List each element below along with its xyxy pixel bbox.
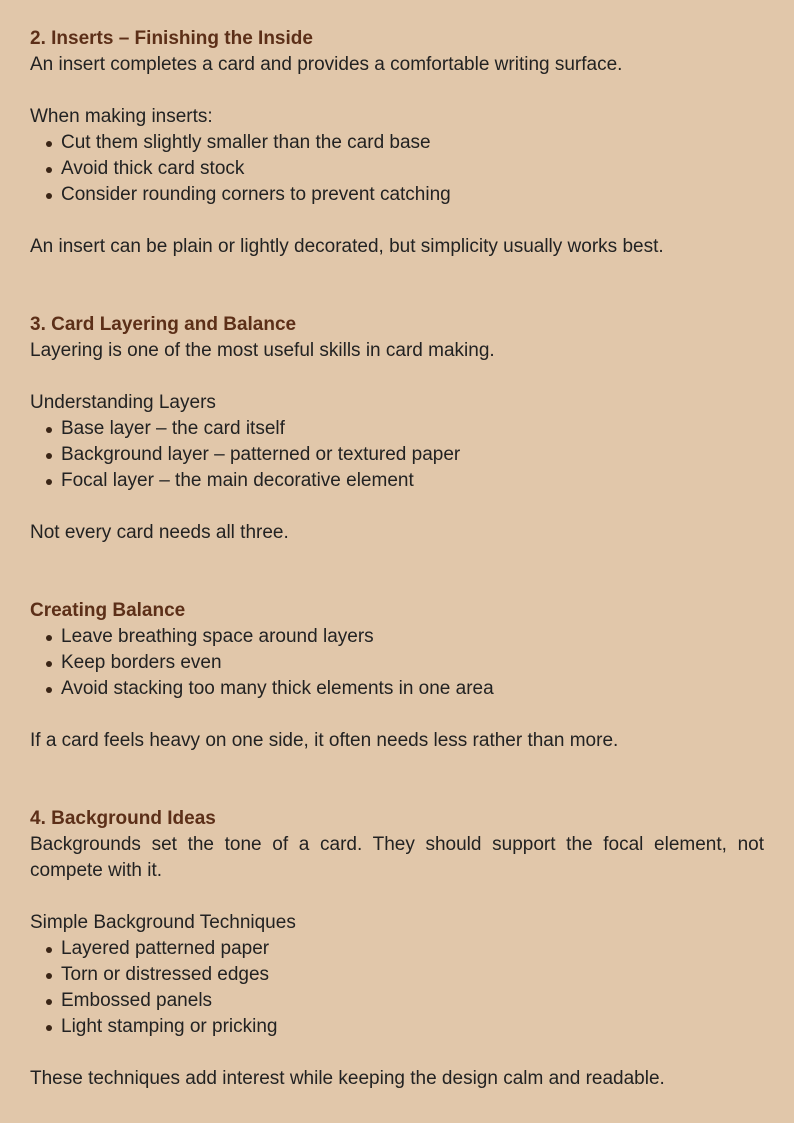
section-closing: An insert can be plain or lightly decorated, but simplicity usually works best. xyxy=(30,236,664,257)
list-item: Cut them slightly smaller than the card base xyxy=(45,130,764,156)
list-item: Consider rounding corners to prevent catching xyxy=(45,182,764,208)
list-item: Base layer – the card itself xyxy=(45,416,764,442)
list-title: When making inserts: xyxy=(30,106,213,127)
subsection-heading: Creating Balance xyxy=(30,600,186,621)
bullet-list xyxy=(30,624,764,702)
list-item: Leave breathing space around layers xyxy=(45,624,764,650)
list-title: Understanding Layers xyxy=(30,392,216,413)
subsection-closing: If a card feels heavy on one side, it often needs less rather than more. xyxy=(30,730,619,751)
list-item: Keep borders even xyxy=(45,650,764,676)
section-heading: 2. Inserts – Finishing the Inside xyxy=(30,28,313,49)
section-closing: Not every card needs all three. xyxy=(30,522,289,543)
bullet-list xyxy=(30,936,764,1040)
subsection-creating-balance xyxy=(30,598,764,754)
list-item: Layered patterned paper xyxy=(45,936,764,962)
section-background-ideas xyxy=(30,806,764,1092)
list-title: Simple Background Techniques xyxy=(30,912,296,933)
section-layering xyxy=(30,312,764,754)
list-item: Avoid thick card stock xyxy=(45,156,764,182)
section-heading: 3. Card Layering and Balance xyxy=(30,314,297,335)
list-item: Avoid stacking too many thick elements in one area xyxy=(45,676,764,702)
section-intro: Layering is one of the most useful skills in card making. xyxy=(30,340,495,361)
section-intro: An insert completes a card and provides a comfortable writing surface. xyxy=(30,54,623,75)
list-item: Embossed panels xyxy=(45,988,764,1014)
section-inserts xyxy=(30,26,764,260)
list-item: Focal layer – the main decorative element xyxy=(45,468,764,494)
bullet-list xyxy=(30,130,764,208)
list-item: Torn or distressed edges xyxy=(45,962,764,988)
list-item: Light stamping or pricking xyxy=(45,1014,764,1040)
section-intro: Backgrounds set the tone of a card. They should support the focal element, not compete with it. xyxy=(30,834,764,881)
section-closing: These techniques add interest while keeping the design calm and readable. xyxy=(30,1068,665,1089)
section-heading: 4. Background Ideas xyxy=(30,808,216,829)
list-item: Background layer – patterned or textured paper xyxy=(45,442,764,468)
bullet-list xyxy=(30,416,764,494)
